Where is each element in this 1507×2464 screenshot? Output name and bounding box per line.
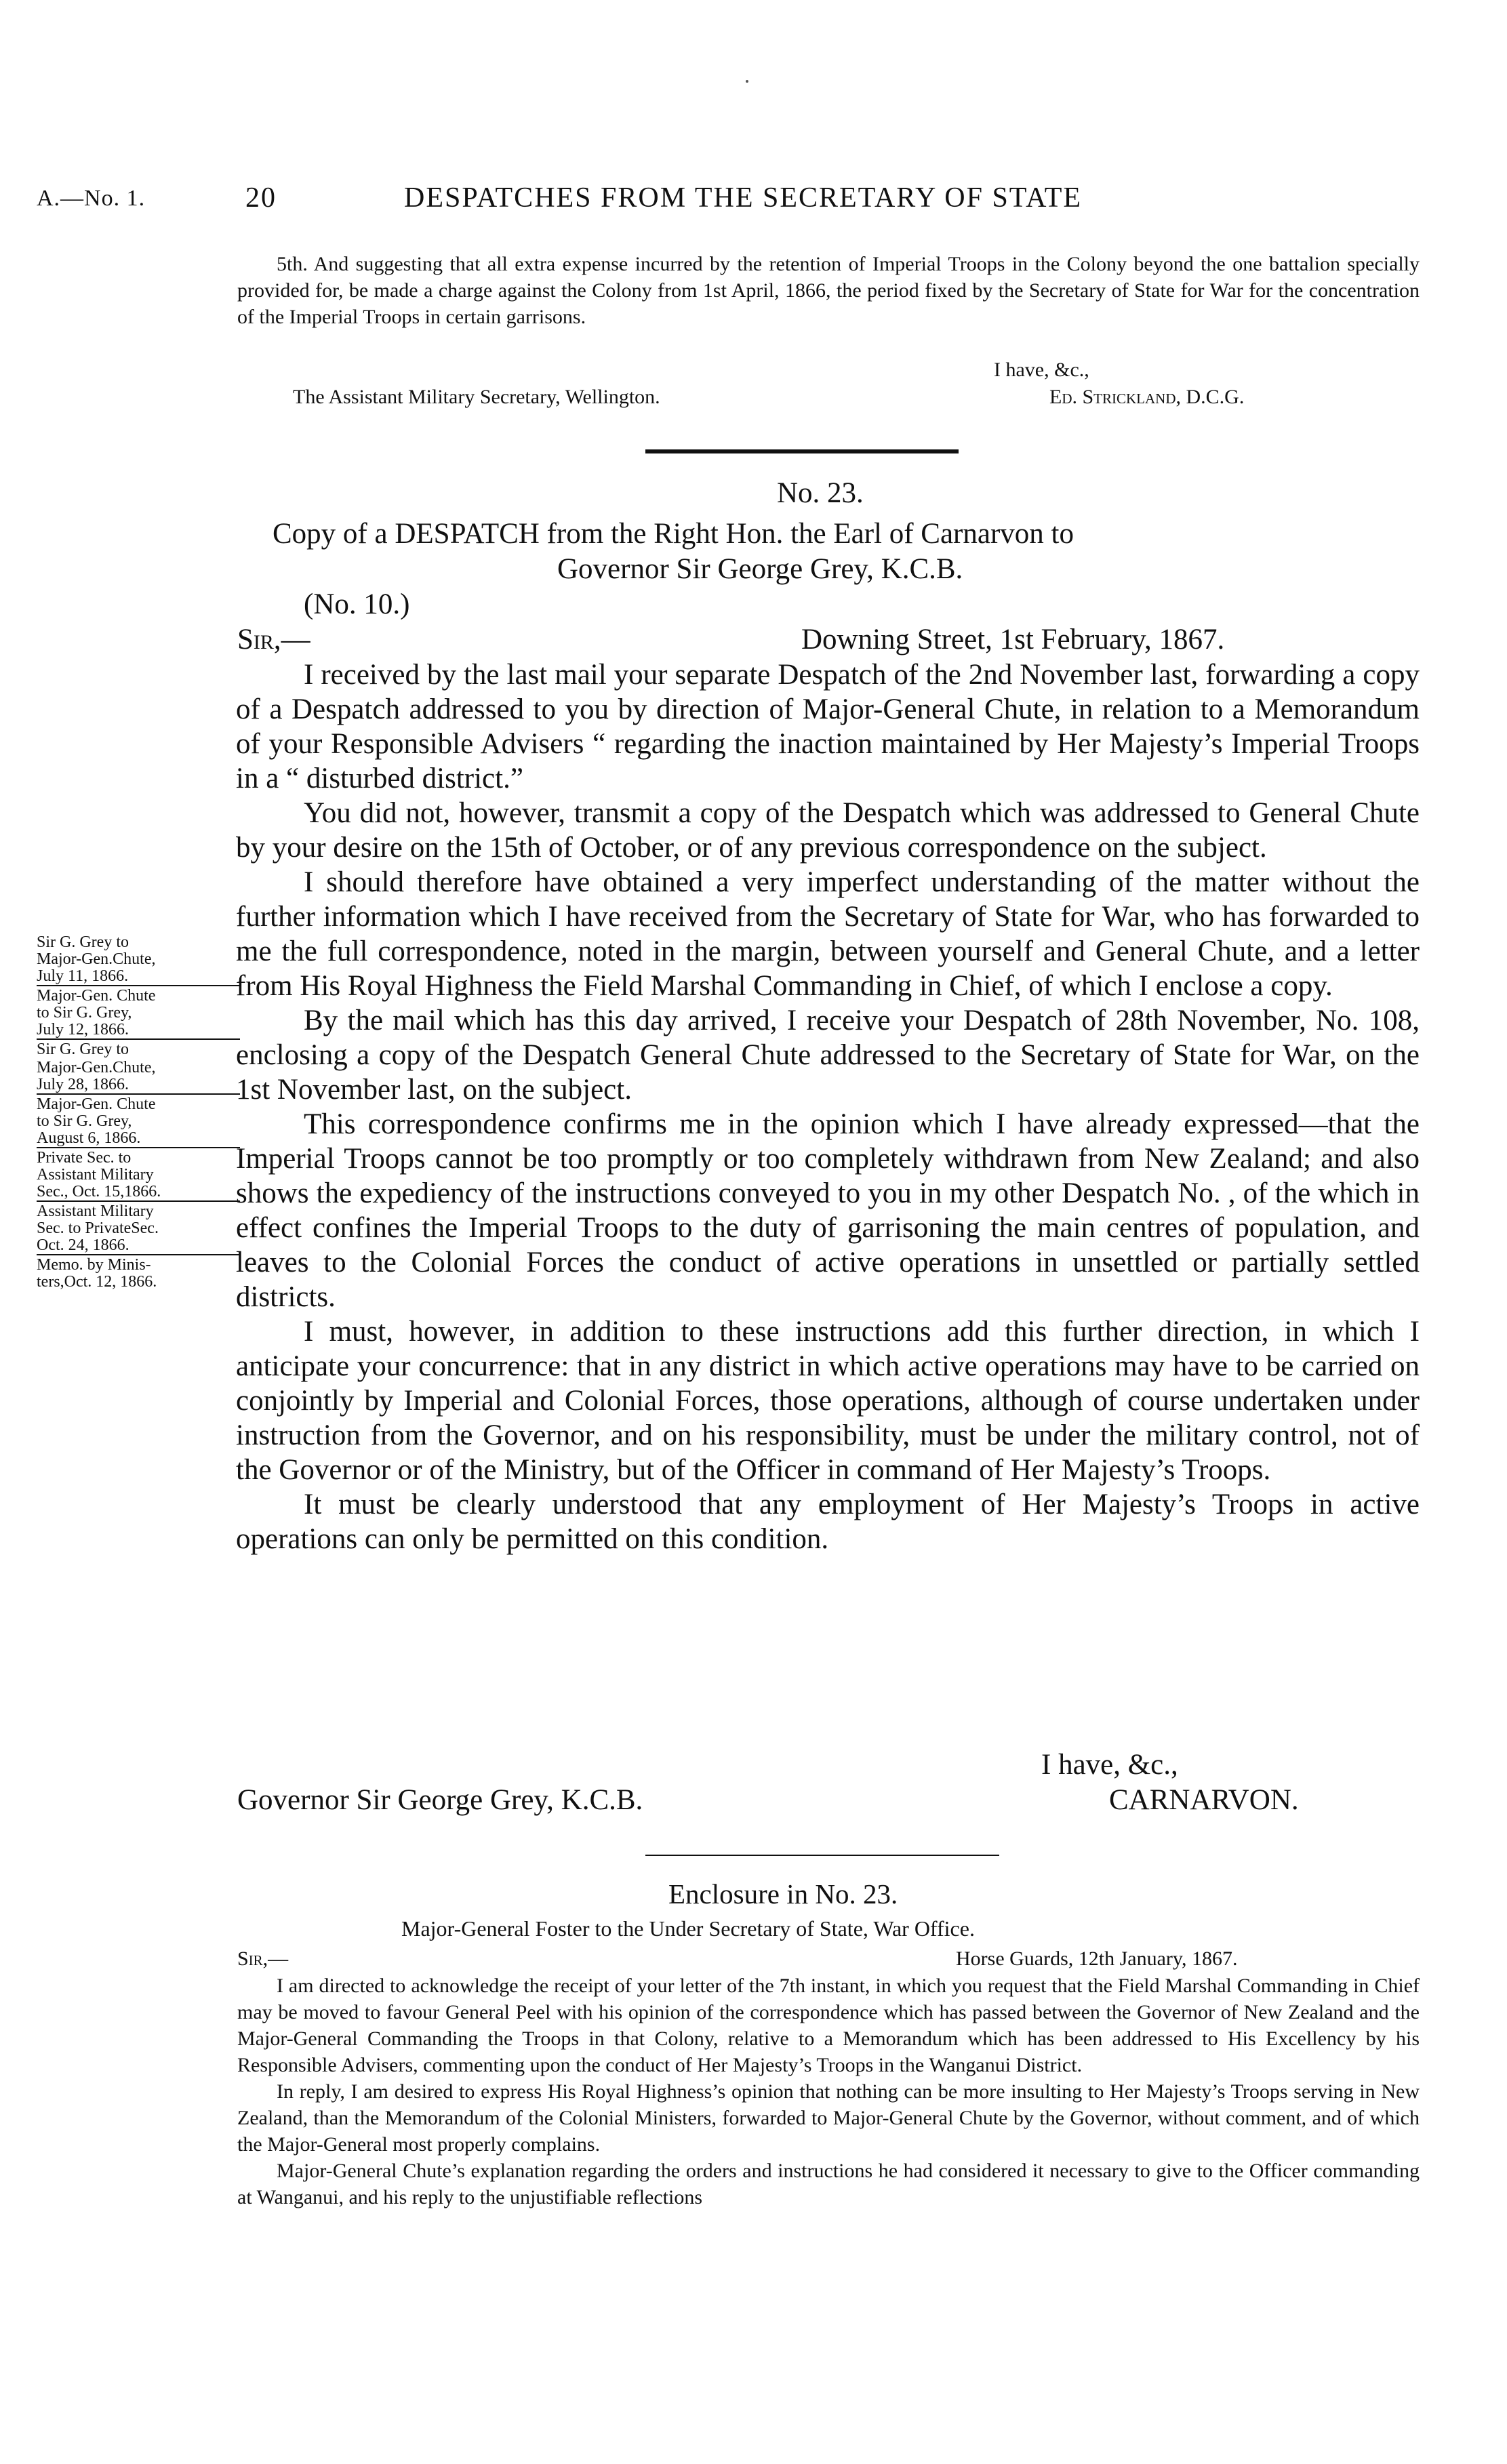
despatch-paragraph: It must be clearly understood that any employment of Her Majesty’s Troops in active operations can only be permitted on this condition. bbox=[236, 1489, 1420, 1555]
despatch-title-line2: Governor Sir George Grey, K.C.B. bbox=[557, 553, 963, 585]
despatch-body bbox=[236, 658, 1420, 1556]
doc-reference: A.—No. 1. bbox=[37, 186, 146, 211]
previous-signature: Ed. Strickland, D.C.G. bbox=[1049, 386, 1245, 408]
page-dot bbox=[746, 80, 748, 83]
previous-paragraph: 5th. And suggesting that all extra expense incurred by the retention of Imperial Troops in the Colony beyond the one battalion specially provided for, be made a charge against the Colony from 1st April, 1866, the period fixed by the Secretary of State for War for the concentration of the Imperial Troops in certain garrisons. bbox=[237, 253, 1420, 328]
margin-note: Private Sec. to Assistant Military Sec., Oct. 15,1866. bbox=[37, 1150, 240, 1202]
margin-note: Sir G. Grey to bbox=[37, 1041, 129, 1058]
despatch-paragraph: I must, however, in addition to these instructions add this further direction, in which I anticipate your concurrence: that in any district in which active operations may have to be carried on conjointly by Imperial and Colonial Forces, those operations, although of course undertaken under instruction from the Governor, and on his responsibility, must be under the military control, not of the Governor or of the Ministry, but of the Officer in command of Her Majesty’s Troops. bbox=[236, 1316, 1420, 1486]
despatch-ref: (No. 10.) bbox=[304, 588, 410, 620]
running-title: DESPATCHES FROM THE SECRETARY OF STATE bbox=[404, 182, 1083, 214]
margin-note: Major-Gen. Chute to Sir G. Grey, August 6, 1866. bbox=[37, 1096, 240, 1148]
despatch-paragraph: This correspondence confirms me in the opinion which I have already expressed—that the Imperial Troops cannot be too promptly or too completely withdrawn from New Zealand; and also shows the expediency of the instructions conveyed to you in my other Despatch No. , of the which in effect confines the Imperial Troops to the duty of garrisoning the main centres of population, and leaves to the Colonial Forces the conduct of active operations in unsettled or partially settled districts. bbox=[236, 1108, 1420, 1313]
despatch-signature: CARNARVON. bbox=[1109, 1784, 1299, 1816]
despatch-paragraph: I received by the last mail your separate Despatch of the 2nd November last, forwarding a copy of a Despatch addressed to you by direction of Major-General Chute, in relation to a Memorandum of your Responsible Advisers “ regarding the inaction maintained by Her Majesty’s Imperial Troops in a “ disturbed district.” bbox=[236, 659, 1420, 794]
enclosure-body bbox=[237, 1973, 1420, 2210]
enclosure-paragraph: In reply, I am desired to express His Royal Highness’s opinion that nothing can be more insulting to Her Majesty’s Troops serving in New Zealand, than the Memorandum of the Colonial Ministers, forwarded to Major-General Chute by the Governor, without comment, and of which the Major-General most properly complains. bbox=[237, 2080, 1420, 2156]
despatch-paragraph: You did not, however, transmit a copy of the Despatch which was addressed to General Chute by your desire on the 15th of October, or of any previous correspondence on the subject. bbox=[236, 797, 1420, 864]
enclosure-salutation: Sir,— bbox=[237, 1947, 289, 1970]
despatch-number: No. 23. bbox=[777, 477, 864, 509]
despatch-closing: I have, &c., bbox=[1041, 1749, 1178, 1781]
enclosure-paragraph: Major-General Chute’s explanation regarding the orders and instructions he had considered it necessary to give to the Officer commanding at Wanganui, and his reply to the unjustifiable reflections bbox=[237, 2160, 1420, 2208]
margin-note: Major-Gen. Chute to Sir G. Grey, July 12, 1866. bbox=[37, 988, 240, 1040]
despatch-place-date: Downing Street, 1st February, 1867. bbox=[801, 624, 1225, 655]
margin-note: Sir G. Grey to Major-Gen.Chute, July 11, 1866. bbox=[37, 934, 240, 986]
previous-addressee: The Assistant Military Secretary, Wellington. bbox=[293, 386, 660, 408]
previous-closing: I have, &c., bbox=[994, 359, 1089, 381]
enclosure-divider bbox=[645, 1855, 999, 1856]
page-number: 20 bbox=[245, 182, 277, 214]
enclosure-heading: Enclosure in No. 23. bbox=[668, 1878, 898, 1910]
margin-note: Memo. by Minis- ters,Oct. 12, 1866. bbox=[37, 1256, 157, 1291]
margin-note: Major-Gen.Chute, July 28, 1866. bbox=[37, 1059, 240, 1095]
despatch-salutation: Sir,— bbox=[237, 624, 310, 655]
despatch-paragraph: By the mail which has this day arrived, I receive your Despatch of 28th November, No. 108, enclosing a copy of the Despatch General Chute addressed to the Secretary of State for War, on the 1st November last, on the subject. bbox=[236, 1005, 1420, 1106]
despatch-title-line1: Copy of a DESPATCH from the Right Hon. the Earl of Carnarvon to bbox=[273, 518, 1074, 550]
despatch-addressee: Governor Sir George Grey, K.C.B. bbox=[237, 1784, 643, 1816]
enclosure-paragraph: I am directed to acknowledge the receipt of your letter of the 7th instant, in which you request that the Field Marshal Commanding in Chief may be moved to favour General Peel with his opinion of the correspondence which has passed between the Governor of New Zealand and the Major-General Commanding the Troops in that Colony, relative to a Memorandum which has been addressed to His Excellency by his Responsible Advisers, commenting upon the conduct of Her Majesty’s Troops in the Wanganui District. bbox=[237, 1975, 1420, 2076]
enclosure-subheading: Major-General Foster to the Under Secretary of State, War Office. bbox=[401, 1916, 975, 1941]
despatch-paragraph: I should therefore have obtained a very imperfect understanding of the matter without the further information which I have received from the Secretary of State for War, who has forwarded to me the full correspondence, noted in the margin, between yourself and General Chute, and a letter from His Royal Highness the Field Marshal Commanding in Chief, of which I enclose a copy. bbox=[236, 866, 1420, 1002]
margin-notes bbox=[37, 934, 240, 1291]
margin-note: Assistant Military Sec. to PrivateSec. Oct. 24, 1866. bbox=[37, 1203, 240, 1255]
enclosure-place-date: Horse Guards, 12th January, 1867. bbox=[956, 1947, 1238, 1970]
section-divider bbox=[645, 449, 959, 453]
